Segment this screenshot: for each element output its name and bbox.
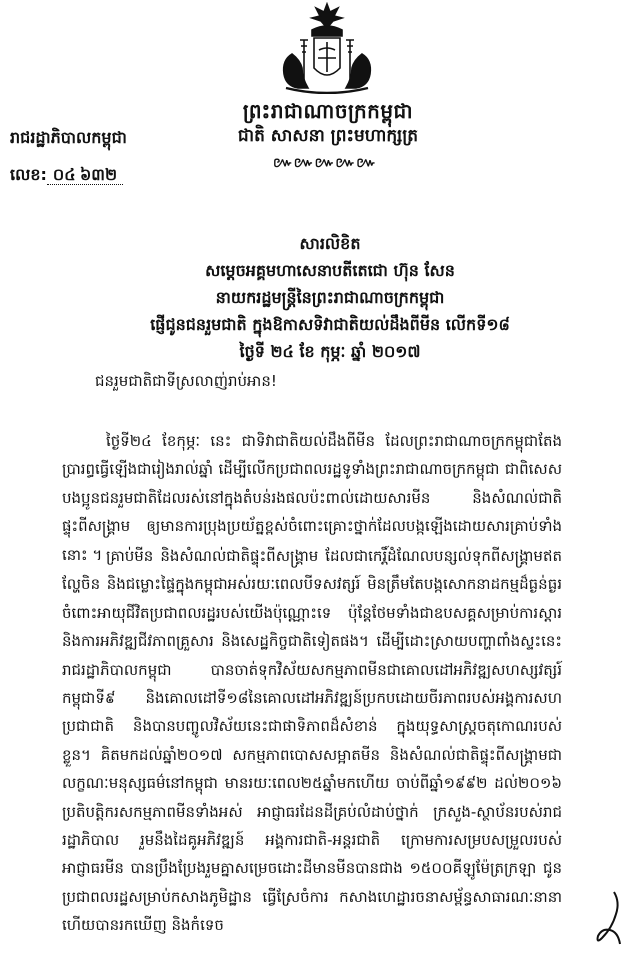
heading-position: នាយករដ្ឋមន្ត្រីនៃព្រះរាជាណាចក្រកម្ពុជា — [215, 288, 445, 307]
heading-occasion: ផ្ញើជូនជនរួមជាតិ ក្នុងឱកាសទិវាជាតិយល់ដឹងពីមីន លើកទី១៨ — [150, 315, 510, 334]
kingdom-title: ព្រះរាជាណាចក្រកម្ពុជា — [242, 99, 414, 123]
royal-coat-of-arms-emblem — [272, 2, 382, 94]
reference-label: លេខ: — [10, 165, 47, 184]
national-motto: ជាតិ សាសនា ព្រះមហាក្សត្រ — [237, 126, 419, 146]
decorative-ornament: ៚៚៚៚៚ — [272, 155, 378, 171]
issuing-authority: រាជរដ្ឋាភិបាលកម្ពុជា — [10, 128, 127, 147]
heading-date: ថ្ងៃទី ២៤ ខែ កុម្ភៈ ឆ្នាំ ២០១៧ — [239, 342, 421, 361]
salutation: ជនរួមជាតិជាទីស្រលាញ់រាប់អាន! — [95, 372, 277, 390]
paragraph-2: គ្រាប់មីន និងសំណល់ជាតិផ្ទុះពីសង្គ្រាម ដែលជាកេរ្តិ៍ដំណែលបន្សល់ទុកពីសង្គ្រាមឥតល្ហែចិន និងជម្លោះផ្ទៃក្នុងកម្ពុជាអស់រយៈពេលបីទសវត្សរ៍ មិនត្រឹមតែបង្កសោកនាដកម្មដ៏ធ្ងន់ធ្ងរចំពោះអាយុជីវិតប្រជាពលរដ្ឋរបស់យើងប៉ុណ្ណោះទេ ប៉ុន្តែថែមទាំងជាឧបសគ្គសម្រាប់ការស្តារ និងការអភិវឌ្ឍជីវភាពគ្រួសារ និងសេដ្ឋកិច្ចជាតិទៀតផង។ ដើម្បីដោះស្រាយបញ្ហាពាំងស្ទះនេះ រាជរដ្ឋាភិបាលកម្ពុជា បានចាត់ទុកវិស័យសកម្មភាពមីនជាគោលដៅអភិវឌ្ឍសហស្សវត្សរ៍កម្ពុជាទី៩ និងគោលដៅទី១៨នៃគោលដៅអភិវឌ្ឍន៍ប្រកបដោយចីរភាពរបស់អង្គការសហប្រជាជាតិ និងបានបញ្ចូលវិស័យនេះជាផាទិភាពដ៏សំខាន់ ក្នុងយុទ្ធសាស្ត្រចតុកោណរបស់ខ្លួន។ គិតមកដល់ឆ្នាំ២០១៧ សកម្មភាពបោសសម្អាតមីន និងសំណល់ជាតិផ្ទុះពីសង្គ្រាមជាលក្ខណៈមនុស្សធម៌នៅកម្ពុជា មានរយៈពេល២៥ឆ្នាំមកហើយ ចាប់ពីឆ្នាំ១៩៩២ ដល់២០១៦ ប្រតិបត្តិករសកម្មភាពមីនទាំងអស់ អាជ្ញាធរដែនដីគ្រប់លំដាប់ថ្នាក់ ក្រសួង-ស្ថាប័នរបស់រាជរដ្ឋាភិបាល រួមនឹងដៃគូអភិវឌ្ឍន៍ អង្គការជាតិ-អន្តរជាតិ ក្រោមការសម្របសម្រួលរបស់អាជ្ញាធរមីន បានប្រឹងប្រែងរួមគ្នាសម្រេចដោះដីមានមីនបានជាង ១៥០០គីឡូម៉ែត្រក្រឡា ជូនប្រជាពលរដ្ឋសម្រាប់កសាងភូមិដ្ឋាន ធ្វើស្រែចំការ កសាងហេដ្ឋារចនាសម្ព័ន្ធសាធារណៈនានា ហើយបានរកឃើញ និងកំទេច — [62, 547, 562, 935]
letter-heading — [30, 230, 628, 365]
heading-author: សម្ដេចអគ្គមហាសេនាបតីតេជោ ហ៊ុន សែន — [205, 261, 455, 280]
paragraph-1: ថ្ងៃទី២៤ ខែកុម្ភៈ នេះ ជាទិវាជាតិយល់ដឹងពីមីន ដែលព្រះរាជាណាចក្រកម្ពុជាតែងប្រារព្ធធ្វើឡើងជារៀងរាល់ឆ្នាំ ដើម្បីលើកប្រជាពលរដ្ឋទូទាំងព្រះរាជាណាចក្រកម្ពុជា ជាពិសេស បងប្អូនជនរួមជាតិដែលរស់នៅក្នុងតំបន់រងផលប៉ះពាល់ដោយសារមីន និងសំណល់ជាតិផ្ទុះពីសង្គ្រាម ឲ្យមានការប្រុងប្រយ័ត្នខ្ពស់ចំពោះគ្រោះថ្នាក់ដែលបង្កឡើងដោយសារគ្រាប់ទាំងនោះ ។ — [62, 432, 562, 564]
heading-title: សារលិខិត — [299, 234, 361, 253]
reference-value: ០៤ ៦៣២ — [47, 167, 123, 185]
reference-number — [10, 164, 123, 188]
signature-initial-mark — [590, 888, 626, 950]
